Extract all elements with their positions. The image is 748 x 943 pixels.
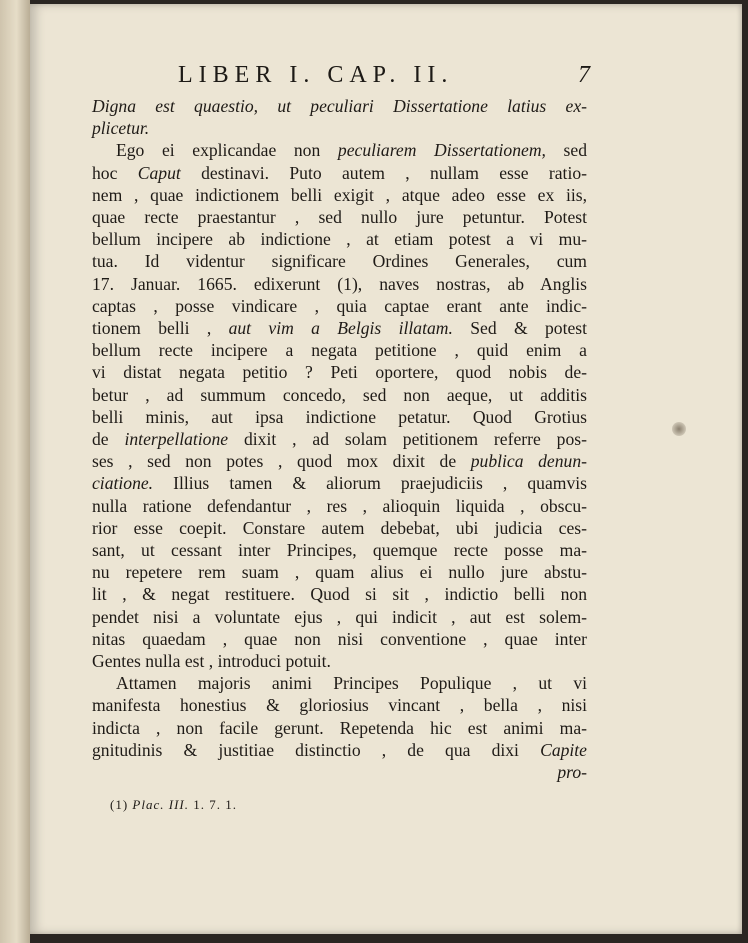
text-line: quae recte praestantur , sed nullo jure petuntur. Potest xyxy=(92,207,587,228)
text-span: sed xyxy=(545,140,588,161)
text-line xyxy=(92,162,587,184)
text-span: dixit , ad solam petitionem referre pos- xyxy=(228,429,587,450)
text-line: Attamen majoris animi Principes Populique , ut vi xyxy=(116,673,587,694)
text-line: lit , & negat restituere. Quod si sit , indictio belli non xyxy=(92,584,587,605)
text-line: manifesta honestius & gloriosius vincant , bella , nisi xyxy=(92,695,587,716)
text-span: Sed & potest xyxy=(452,318,588,339)
text-line xyxy=(92,317,587,339)
page-number: 7 xyxy=(578,62,590,88)
text-line: sant, ut cessant inter Principes, quemque recte posse ma- xyxy=(92,540,587,561)
text-line: nem , quae indictionem belli exigit , atque adeo esse ex iis, xyxy=(92,184,587,205)
footnote-marker: (1) xyxy=(110,797,129,812)
text-span: Illius tamen & aliorum praejudiciis , quamvis xyxy=(153,473,587,494)
italic-text: aut vim a Belgis illatam. xyxy=(228,318,453,339)
text-line: pendet nisi a voluntate ejus , qui indicit , aut est solem- xyxy=(92,606,587,627)
italic-text: Capite xyxy=(540,739,587,760)
italic-text: interpellatione xyxy=(124,429,229,450)
page-gutter xyxy=(0,0,30,943)
page-header xyxy=(150,62,600,92)
text-line xyxy=(92,95,587,117)
footnote-reference: Plac. III. xyxy=(132,797,189,812)
text-line xyxy=(92,117,587,139)
text-line: tua. Id videntur significare Ordines Generales, cum xyxy=(92,251,587,272)
running-head: LIBER I. CAP. II. xyxy=(178,62,454,88)
italic-text: pro- xyxy=(557,762,587,783)
text-line xyxy=(92,139,587,161)
text-line: nulla ratione defendantur , res , alioquin liquida , obscu- xyxy=(92,495,587,516)
text-span: tionem belli , xyxy=(92,318,229,339)
text-line: vi distat negata petitio ? Peti oportere, quod nobis de- xyxy=(92,362,587,383)
page-body xyxy=(92,95,587,783)
text-line: nu repetere rem suam , quam alius ei nullo jure abstu- xyxy=(92,562,587,583)
text-line: captas , posse vindicare , quia captae erant ante indic- xyxy=(92,295,587,316)
paper-blemish xyxy=(672,422,686,436)
footnote-numbers: 1. 7. 1. xyxy=(193,797,237,812)
italic-text: peculiarem Dissertationem, xyxy=(337,140,546,161)
text-span: ses , sed non potes , quod mox dixit de xyxy=(92,451,471,472)
italic-text: Caput xyxy=(137,162,181,183)
text-line: nitas quaedam , quae non nisi conventione , quae inter xyxy=(92,628,587,649)
text-span: gnitudinis & justitiae distinctio , de qua dixi xyxy=(92,739,541,760)
text-line: betur , ad summum concedo, sed non aeque, ut additis xyxy=(92,384,587,405)
footnote xyxy=(110,797,237,813)
text-line: rior esse coepit. Constare autem debebat, ubi judicia ces- xyxy=(92,517,587,538)
text-line xyxy=(92,428,587,450)
text-line: belli minis, aut ipsa indictione petatur. Quod Grotius xyxy=(92,406,587,427)
paragraph-2 xyxy=(92,672,587,783)
text-line: bellum recte incipere a negata petitione , quid enim a xyxy=(92,340,587,361)
text-span: hoc xyxy=(92,162,138,183)
italic-text: publica denun- xyxy=(470,451,587,472)
italic-text: ciatione. xyxy=(92,473,154,494)
text-line xyxy=(92,450,587,472)
italic-text: Digna est quaestio, ut peculiari Dissertatione latius ex- xyxy=(92,96,587,116)
text-span: destinavi. Puto autem , nullam esse ratio- xyxy=(180,162,587,183)
text-line: bellum incipere ab indictione , at etiam potest a vi mu- xyxy=(92,229,587,250)
text-line xyxy=(92,739,587,761)
paragraph-1 xyxy=(92,95,587,672)
catchword xyxy=(92,761,587,783)
text-span: Ego ei explicandae non xyxy=(116,140,338,161)
text-line xyxy=(92,472,587,494)
text-span: de xyxy=(92,429,125,450)
text-line: indicta , non facile gerunt. Repetenda hic est animi ma- xyxy=(92,717,587,738)
italic-text: plicetur. xyxy=(92,118,150,139)
text-line: Gentes nulla est , introduci potuit. xyxy=(92,651,331,672)
text-line: 17. Januar. 1665. edixerunt (1), naves nostras, ab Anglis xyxy=(92,273,587,294)
